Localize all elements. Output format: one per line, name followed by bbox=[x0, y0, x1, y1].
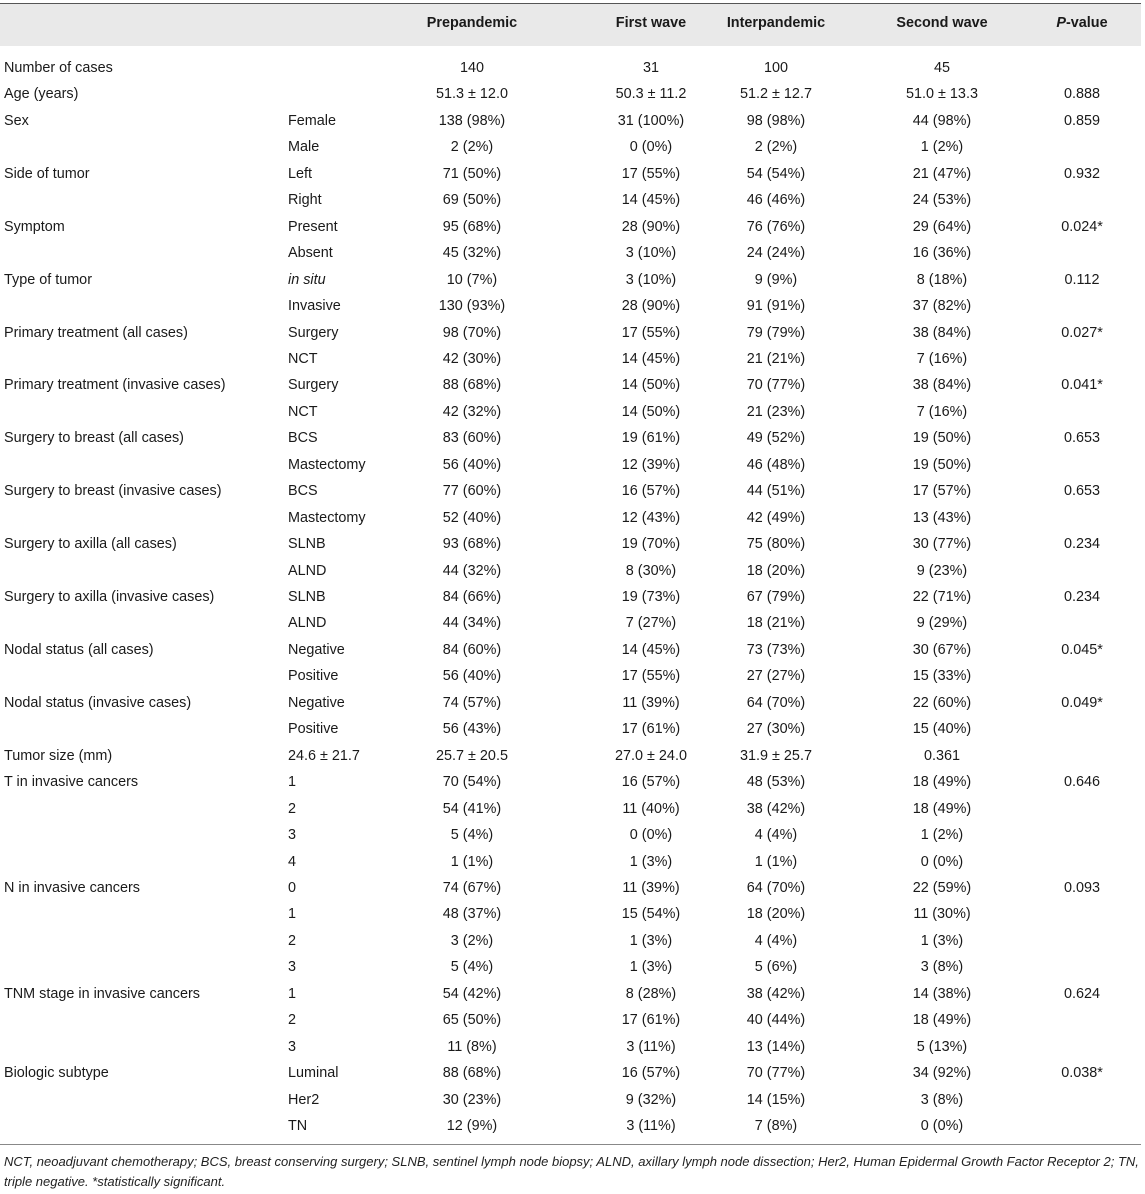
cell-prepandemic: 51.3 ± 12.0 bbox=[436, 86, 508, 103]
cell-prepandemic: 138 (98%) bbox=[438, 112, 506, 129]
cell-first-wave: 0 (0%) bbox=[629, 139, 673, 156]
cell-category: 1 bbox=[288, 906, 297, 923]
cell-first-wave: 14 (50%) bbox=[621, 403, 681, 420]
cell-prepandemic: 45 (32%) bbox=[442, 245, 502, 262]
cell-second-wave: 17 (57%) bbox=[912, 483, 972, 500]
cell-second-wave: 1 (2%) bbox=[920, 827, 964, 844]
cell-category: Mastectomy bbox=[288, 509, 366, 526]
cell-prepandemic: 95 (68%) bbox=[442, 218, 502, 235]
cell-interpandemic: 38 (42%) bbox=[746, 800, 806, 817]
cell-p-value: 0.049* bbox=[1061, 694, 1103, 711]
cell-category: Mastectomy bbox=[288, 456, 366, 473]
cell-interpandemic: 49 (52%) bbox=[746, 430, 806, 447]
cell-first-wave: 16 (57%) bbox=[621, 1065, 681, 1082]
cell-variable: Type of tumor bbox=[4, 271, 92, 288]
cell-category: 1 bbox=[288, 774, 297, 791]
cell-p-value: 0.932 bbox=[1063, 165, 1100, 182]
table-row bbox=[0, 81, 1141, 107]
cell-first-wave: 9 (32%) bbox=[625, 1091, 677, 1108]
cell-interpandemic: 42 (49%) bbox=[746, 509, 806, 526]
cell-p-value: 0.093 bbox=[1063, 879, 1100, 896]
table-row bbox=[0, 610, 1141, 636]
table-row bbox=[0, 452, 1141, 478]
table-footnote: NCT, neoadjuvant chemotherapy; BCS, breast conserving surgery; SLNB, sentinel lymph node biopsy; ALND, axillary lymph node dissection; Her2, Human Epidermal Growth Factor Receptor 2; TN, triple negative. *statistically significant. bbox=[4, 1154, 1139, 1189]
cell-interpandemic: 70 (77%) bbox=[746, 377, 806, 394]
cell-variable: TNM stage in invasive cancers bbox=[4, 985, 200, 1002]
cell-variable: Biologic subtype bbox=[4, 1065, 109, 1082]
cell-first-wave: 31 bbox=[642, 60, 659, 76]
table-row bbox=[0, 928, 1141, 954]
cell-interpandemic: 4 (4%) bbox=[754, 827, 798, 844]
cell-second-wave: 11 (30%) bbox=[913, 906, 971, 923]
cell-first-wave: 3 (11%) bbox=[626, 1038, 676, 1055]
table-row bbox=[0, 320, 1141, 346]
cell-first-wave: 11 (40%) bbox=[622, 800, 680, 817]
cell-prepandemic: 130 (93%) bbox=[438, 298, 506, 315]
table-row bbox=[0, 584, 1141, 610]
cell-interpandemic: 75 (80%) bbox=[746, 536, 806, 553]
cell-category: in situ bbox=[288, 271, 326, 288]
cell-prepandemic: 44 (32%) bbox=[442, 562, 502, 579]
cell-second-wave: 51.0 ± 13.3 bbox=[906, 86, 978, 103]
cell-p-value: 0.027* bbox=[1061, 324, 1103, 341]
cell-prepandemic: 140 bbox=[459, 60, 484, 76]
cell-variable: Sex bbox=[4, 112, 29, 129]
table-row bbox=[0, 531, 1141, 557]
cell-interpandemic: 21 (23%) bbox=[746, 403, 806, 420]
cell-category: Luminal bbox=[288, 1065, 339, 1082]
cell-second-wave: 37 (82%) bbox=[912, 298, 972, 315]
cell-interpandemic: 40 (44%) bbox=[746, 1012, 806, 1029]
table-row bbox=[0, 505, 1141, 531]
header-prepandemic: Prepandemic bbox=[426, 15, 518, 31]
cell-first-wave: 31 (100%) bbox=[617, 112, 685, 129]
cell-prepandemic: 11 (8%) bbox=[447, 1038, 497, 1055]
cell-prepandemic: 42 (32%) bbox=[442, 403, 502, 420]
cell-category: 2 bbox=[288, 932, 297, 949]
cell-variable: Side of tumor bbox=[4, 165, 90, 182]
cell-first-wave: 28 (90%) bbox=[621, 298, 681, 315]
cell-category: Male bbox=[288, 139, 320, 156]
table-row bbox=[0, 293, 1141, 319]
cell-prepandemic: 44 (34%) bbox=[442, 615, 502, 632]
cell-first-wave: 0 (0%) bbox=[629, 827, 673, 844]
cell-second-wave: 3 (8%) bbox=[920, 1091, 964, 1108]
cell-variable: Symptom bbox=[4, 218, 65, 235]
cell-first-wave: 19 (61%) bbox=[621, 430, 681, 447]
cell-second-wave: 16 (36%) bbox=[912, 245, 972, 262]
cell-second-wave: 0 (0%) bbox=[920, 853, 964, 870]
cell-prepandemic: 12 (9%) bbox=[446, 1118, 498, 1134]
cell-first-wave: 16 (57%) bbox=[621, 774, 681, 791]
cell-category: 2 bbox=[288, 1012, 297, 1029]
cell-first-wave: 14 (45%) bbox=[621, 350, 681, 367]
cell-category: 3 bbox=[288, 959, 297, 976]
cell-interpandemic: 100 bbox=[763, 60, 788, 76]
cell-second-wave: 34 (92%) bbox=[912, 1065, 972, 1082]
cell-variable: Primary treatment (all cases) bbox=[4, 324, 188, 341]
cell-interpandemic: 18 (21%) bbox=[746, 615, 806, 632]
cell-second-wave: 38 (84%) bbox=[912, 377, 972, 394]
cell-first-wave: 3 (10%) bbox=[625, 271, 677, 288]
cell-second-wave: 18 (49%) bbox=[912, 1012, 972, 1029]
cell-prepandemic: 56 (40%) bbox=[442, 456, 502, 473]
bottom-rule bbox=[0, 1144, 1141, 1145]
cell-category: 4 bbox=[288, 853, 297, 870]
table-row bbox=[0, 690, 1141, 716]
table-row bbox=[0, 187, 1141, 213]
cell-category: 1 bbox=[288, 985, 297, 1002]
cell-interpandemic: 67 (79%) bbox=[746, 589, 806, 605]
cell-second-wave: 22 (71%) bbox=[912, 589, 972, 605]
cell-category: Positive bbox=[288, 668, 339, 685]
cell-p-value: 0.859 bbox=[1063, 112, 1100, 129]
cell-variable: Nodal status (invasive cases) bbox=[4, 694, 192, 711]
cell-interpandemic: 31.9 ± 25.7 bbox=[740, 747, 812, 764]
cell-variable: Surgery to breast (invasive cases) bbox=[4, 483, 222, 500]
table-row bbox=[0, 399, 1141, 425]
cell-interpandemic: 38 (42%) bbox=[746, 985, 806, 1002]
cell-variable: Age (years) bbox=[4, 86, 79, 103]
cell-second-wave: 0 (0%) bbox=[920, 1118, 964, 1134]
cell-category: NCT bbox=[288, 403, 318, 420]
cell-first-wave: 14 (45%) bbox=[621, 192, 681, 209]
table-row bbox=[0, 743, 1141, 769]
cell-interpandemic: 27 (27%) bbox=[746, 668, 806, 685]
cell-first-wave: 1 (3%) bbox=[629, 959, 673, 976]
cell-interpandemic: 18 (20%) bbox=[746, 562, 806, 579]
cell-interpandemic: 73 (73%) bbox=[746, 641, 806, 658]
cell-interpandemic: 9 (9%) bbox=[754, 271, 798, 288]
cell-prepandemic: 42 (30%) bbox=[442, 350, 502, 367]
table-row bbox=[0, 954, 1141, 980]
cell-category: BCS bbox=[288, 483, 318, 500]
table-row bbox=[0, 558, 1141, 584]
cell-first-wave: 8 (28%) bbox=[625, 985, 677, 1002]
table-row bbox=[0, 1087, 1141, 1113]
table-row bbox=[0, 1034, 1141, 1060]
cell-prepandemic: 69 (50%) bbox=[442, 192, 502, 209]
table-row bbox=[0, 901, 1141, 927]
table-row bbox=[0, 637, 1141, 663]
cell-second-wave: 21 (47%) bbox=[912, 165, 972, 182]
cell-category: 3 bbox=[288, 1038, 297, 1055]
cell-second-wave: 30 (77%) bbox=[912, 536, 972, 553]
cell-prepandemic: 84 (66%) bbox=[442, 589, 502, 605]
cell-first-wave: 17 (61%) bbox=[621, 1012, 681, 1029]
cell-interpandemic: 64 (70%) bbox=[746, 879, 806, 896]
cell-interpandemic: 70 (77%) bbox=[746, 1065, 806, 1082]
header-interpandemic: Interpandemic bbox=[726, 15, 826, 31]
table-row bbox=[0, 769, 1141, 795]
cell-prepandemic: 98 (70%) bbox=[442, 324, 502, 341]
cell-second-wave: 9 (23%) bbox=[916, 562, 968, 579]
table-row bbox=[0, 346, 1141, 372]
cell-first-wave: 7 (27%) bbox=[625, 615, 677, 632]
cell-category: Surgery bbox=[288, 324, 339, 341]
cell-interpandemic: 46 (46%) bbox=[746, 192, 806, 209]
cell-interpandemic: 4 (4%) bbox=[754, 932, 798, 949]
cell-first-wave: 1 (3%) bbox=[629, 932, 673, 949]
table-row bbox=[0, 55, 1141, 81]
cell-second-wave: 7 (16%) bbox=[916, 403, 968, 420]
cell-interpandemic: 44 (51%) bbox=[746, 483, 806, 500]
table-row bbox=[0, 1113, 1141, 1139]
cell-first-wave: 17 (55%) bbox=[621, 668, 681, 685]
cell-second-wave: 19 (50%) bbox=[912, 456, 972, 473]
cell-p-value: 0.653 bbox=[1063, 483, 1100, 500]
cell-first-wave: 12 (43%) bbox=[621, 509, 681, 526]
cell-second-wave: 18 (49%) bbox=[912, 774, 972, 791]
cell-category: Her2 bbox=[288, 1091, 320, 1108]
cell-second-wave: 44 (98%) bbox=[912, 112, 972, 129]
cell-interpandemic: 14 (15%) bbox=[746, 1091, 806, 1108]
cell-prepandemic: 3 (2%) bbox=[450, 932, 494, 949]
table-row bbox=[0, 214, 1141, 240]
cell-category: Negative bbox=[288, 641, 345, 658]
cell-category: BCS bbox=[288, 430, 318, 447]
cell-first-wave: 17 (61%) bbox=[621, 721, 681, 738]
cell-p-value: 0.653 bbox=[1063, 430, 1100, 447]
cell-category: Negative bbox=[288, 694, 345, 711]
cell-variable: N in invasive cancers bbox=[4, 879, 140, 896]
cell-prepandemic: 93 (68%) bbox=[442, 536, 502, 553]
cell-interpandemic: 1 (1%) bbox=[754, 853, 798, 870]
cell-variable: Surgery to breast (all cases) bbox=[4, 430, 184, 447]
cell-first-wave: 14 (45%) bbox=[621, 641, 681, 658]
cell-p-value: 0.045* bbox=[1061, 641, 1103, 658]
table-row bbox=[0, 267, 1141, 293]
cell-first-wave: 19 (73%) bbox=[621, 589, 681, 605]
cell-category: ALND bbox=[288, 562, 327, 579]
cell-second-wave: 29 (64%) bbox=[912, 218, 972, 235]
cell-prepandemic: 48 (37%) bbox=[442, 906, 502, 923]
table-row bbox=[0, 1060, 1141, 1086]
cell-prepandemic: 70 (54%) bbox=[442, 774, 502, 791]
cell-prepandemic: 71 (50%) bbox=[442, 165, 502, 182]
cell-prepandemic: 2 (2%) bbox=[450, 139, 494, 156]
table-row bbox=[0, 425, 1141, 451]
cell-second-wave: 3 (8%) bbox=[920, 959, 964, 976]
table-row bbox=[0, 796, 1141, 822]
cell-category: SLNB bbox=[288, 589, 326, 605]
cell-interpandemic: 76 (76%) bbox=[746, 218, 806, 235]
table-row bbox=[0, 849, 1141, 875]
cell-second-wave: 1 (2%) bbox=[920, 139, 964, 156]
cell-first-wave: 11 (39%) bbox=[622, 879, 680, 896]
cell-second-wave: 5 (13%) bbox=[916, 1038, 968, 1055]
cell-interpandemic: 13 (14%) bbox=[746, 1038, 806, 1055]
cell-prepandemic: 52 (40%) bbox=[442, 509, 502, 526]
table-row bbox=[0, 663, 1141, 689]
table-row bbox=[0, 981, 1141, 1007]
cell-p-value: 0.888 bbox=[1063, 86, 1100, 103]
cell-first-wave: 50.3 ± 11.2 bbox=[615, 86, 687, 103]
cell-category: 24.6 ± 21.7 bbox=[288, 747, 360, 764]
cell-prepandemic: 88 (68%) bbox=[442, 1065, 502, 1082]
cell-second-wave: 9 (29%) bbox=[916, 615, 968, 632]
cell-prepandemic: 54 (41%) bbox=[442, 800, 502, 817]
cell-second-wave: 18 (49%) bbox=[912, 800, 972, 817]
cell-first-wave: 17 (55%) bbox=[621, 324, 681, 341]
cell-interpandemic: 2 (2%) bbox=[754, 139, 798, 156]
cell-variable: Tumor size (mm) bbox=[4, 747, 113, 764]
cell-p-value: 0.038* bbox=[1061, 1065, 1103, 1082]
cell-first-wave: 12 (39%) bbox=[621, 456, 681, 473]
cell-p-value: 0.041* bbox=[1061, 377, 1103, 394]
cell-first-wave: 1 (3%) bbox=[629, 853, 673, 870]
table-row bbox=[0, 108, 1141, 134]
cell-interpandemic: 5 (6%) bbox=[754, 959, 798, 976]
cell-first-wave: 19 (70%) bbox=[621, 536, 681, 553]
cell-category: Invasive bbox=[288, 298, 341, 315]
cell-prepandemic: 5 (4%) bbox=[450, 959, 494, 976]
cell-category: TN bbox=[288, 1118, 308, 1134]
cell-prepandemic: 88 (68%) bbox=[442, 377, 502, 394]
cell-interpandemic: 48 (53%) bbox=[746, 774, 806, 791]
cell-first-wave: 8 (30%) bbox=[625, 562, 677, 579]
header-second-wave: Second wave bbox=[896, 15, 988, 31]
cell-category: Surgery bbox=[288, 377, 339, 394]
cell-category: 2 bbox=[288, 800, 297, 817]
cell-prepandemic: 56 (43%) bbox=[442, 721, 502, 738]
cell-interpandemic: 21 (21%) bbox=[746, 350, 806, 367]
table-row bbox=[0, 240, 1141, 266]
cell-first-wave: 3 (11%) bbox=[626, 1118, 676, 1134]
cell-p-value: 0.112 bbox=[1064, 271, 1100, 288]
cell-interpandemic: 79 (79%) bbox=[746, 324, 806, 341]
cell-p-value: 0.234 bbox=[1063, 536, 1100, 553]
cell-variable: Surgery to axilla (invasive cases) bbox=[4, 589, 215, 605]
cell-second-wave: 22 (59%) bbox=[912, 879, 972, 896]
cell-prepandemic: 74 (57%) bbox=[442, 694, 502, 711]
cell-prepandemic: 25.7 ± 20.5 bbox=[436, 747, 508, 764]
cell-variable: Number of cases bbox=[4, 60, 113, 76]
cell-prepandemic: 30 (23%) bbox=[442, 1091, 502, 1108]
cell-prepandemic: 74 (67%) bbox=[442, 879, 502, 896]
cell-first-wave: 16 (57%) bbox=[621, 483, 681, 500]
cell-second-wave: 14 (38%) bbox=[912, 985, 972, 1002]
cell-prepandemic: 65 (50%) bbox=[442, 1012, 502, 1029]
cell-prepandemic: 83 (60%) bbox=[442, 430, 502, 447]
cell-variable: Primary treatment (invasive cases) bbox=[4, 377, 226, 394]
cell-prepandemic: 56 (40%) bbox=[442, 668, 502, 685]
cell-p-value: 0.624 bbox=[1063, 985, 1100, 1002]
cell-category: Absent bbox=[288, 245, 333, 262]
cell-second-wave: 7 (16%) bbox=[916, 350, 968, 367]
table-row bbox=[0, 875, 1141, 901]
cell-interpandemic: 91 (91%) bbox=[746, 298, 806, 315]
cell-first-wave: 28 (90%) bbox=[621, 218, 681, 235]
cell-category: ALND bbox=[288, 615, 327, 632]
cell-category: Right bbox=[288, 192, 322, 209]
cell-variable: T in invasive cancers bbox=[4, 774, 139, 791]
cell-second-wave: 19 (50%) bbox=[912, 430, 972, 447]
cell-second-wave: 30 (67%) bbox=[912, 641, 972, 658]
cell-interpandemic: 18 (20%) bbox=[746, 906, 806, 923]
cell-first-wave: 17 (55%) bbox=[621, 165, 681, 182]
cell-variable: Surgery to axilla (all cases) bbox=[4, 536, 177, 553]
header-p-rest: -value bbox=[1066, 15, 1108, 31]
cell-interpandemic: 98 (98%) bbox=[746, 112, 806, 129]
cell-interpandemic: 7 (8%) bbox=[754, 1118, 798, 1134]
table-row bbox=[0, 822, 1141, 848]
cell-prepandemic: 5 (4%) bbox=[450, 827, 494, 844]
cell-category: Female bbox=[288, 112, 336, 129]
cell-prepandemic: 10 (7%) bbox=[446, 271, 498, 288]
cell-prepandemic: 84 (60%) bbox=[442, 641, 502, 658]
cell-category: Positive bbox=[288, 721, 339, 738]
cell-first-wave: 27.0 ± 24.0 bbox=[615, 747, 687, 764]
cell-second-wave: 8 (18%) bbox=[916, 271, 968, 288]
cell-second-wave: 38 (84%) bbox=[912, 324, 972, 341]
cell-interpandemic: 51.2 ± 12.7 bbox=[740, 86, 812, 103]
cell-second-wave: 15 (33%) bbox=[912, 668, 972, 685]
cell-category: Left bbox=[288, 165, 313, 182]
cell-p-value: 0.024* bbox=[1061, 218, 1103, 235]
table-row bbox=[0, 161, 1141, 187]
cell-second-wave: 22 (60%) bbox=[912, 694, 972, 711]
cell-category: Present bbox=[288, 218, 338, 235]
cell-second-wave: 13 (43%) bbox=[912, 509, 972, 526]
cell-category: 3 bbox=[288, 827, 297, 844]
cell-first-wave: 11 (39%) bbox=[622, 694, 680, 711]
cell-first-wave: 14 (50%) bbox=[621, 377, 681, 394]
cell-category: NCT bbox=[288, 350, 318, 367]
cell-p-value: 0.646 bbox=[1063, 774, 1100, 791]
cell-variable: Nodal status (all cases) bbox=[4, 641, 154, 658]
cell-interpandemic: 27 (30%) bbox=[746, 721, 806, 738]
cell-second-wave: 24 (53%) bbox=[912, 192, 972, 209]
cell-prepandemic: 77 (60%) bbox=[442, 483, 502, 500]
table-row bbox=[0, 372, 1141, 398]
cell-category: SLNB bbox=[288, 536, 326, 553]
cell-interpandemic: 64 (70%) bbox=[746, 694, 806, 711]
table-row bbox=[0, 716, 1141, 742]
table-row bbox=[0, 134, 1141, 160]
cell-first-wave: 3 (10%) bbox=[625, 245, 677, 262]
cell-interpandemic: 54 (54%) bbox=[746, 165, 806, 182]
cell-p-value: 0.234 bbox=[1063, 589, 1100, 605]
cell-second-wave: 45 bbox=[933, 60, 950, 76]
cell-first-wave: 15 (54%) bbox=[621, 906, 681, 923]
table-row bbox=[0, 478, 1141, 504]
header-p-value bbox=[1025, 15, 1139, 31]
cell-prepandemic: 54 (42%) bbox=[442, 985, 502, 1002]
header-first-wave: First wave bbox=[615, 15, 687, 31]
cell-second-wave: 1 (3%) bbox=[920, 932, 964, 949]
table-row bbox=[0, 1007, 1141, 1033]
cell-category: 0 bbox=[288, 879, 297, 896]
cell-second-wave: 0.361 bbox=[923, 747, 960, 764]
cell-interpandemic: 46 (48%) bbox=[746, 456, 806, 473]
cell-second-wave: 15 (40%) bbox=[912, 721, 972, 738]
header-p-letter: P bbox=[1056, 15, 1066, 31]
cell-prepandemic: 1 (1%) bbox=[450, 853, 494, 870]
cell-interpandemic: 24 (24%) bbox=[746, 245, 806, 262]
